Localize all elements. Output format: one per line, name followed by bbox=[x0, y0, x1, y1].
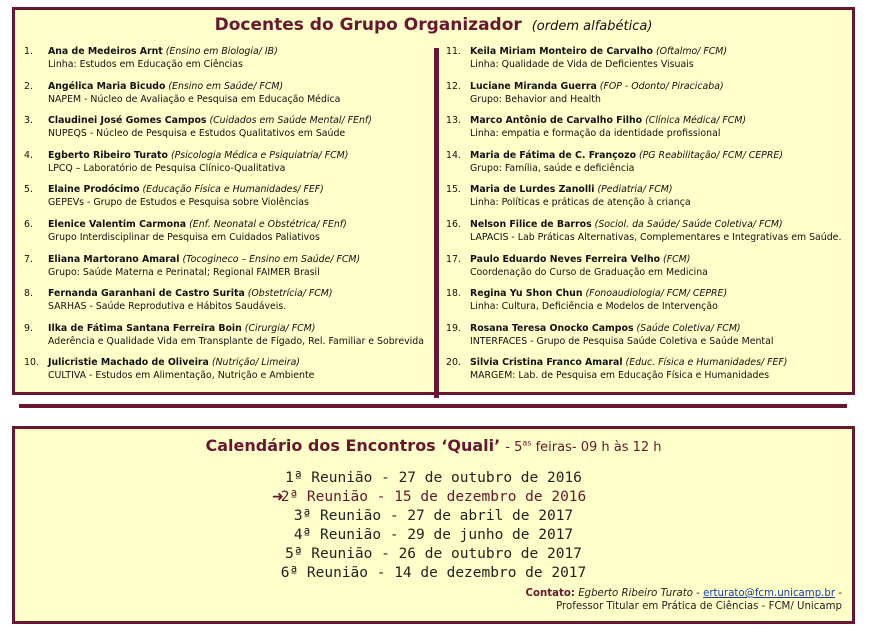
entry-name: Julicristie Machado de Oliveira bbox=[48, 357, 209, 369]
entry-group: SARHAS - Saúde Reprodutiva e Hábitos Saudáveis. bbox=[48, 301, 287, 313]
entry-number: 11. bbox=[446, 46, 461, 57]
faculty-subtitle: (ordem alfabética) bbox=[531, 19, 653, 34]
entry-name: Regina Yu Shon Chun bbox=[470, 288, 583, 300]
entry-affiliation: (Clínica Médica/ FCM) bbox=[645, 115, 747, 127]
faculty-entry bbox=[446, 45, 846, 80]
faculty-entry bbox=[24, 287, 434, 322]
faculty-entry bbox=[446, 80, 846, 115]
entry-name: Ana de Medeiros Arnt bbox=[48, 46, 163, 57]
contact-sep: - bbox=[692, 588, 704, 599]
entry-group: NAPEM - Núcleo de Avaliação e Pesquisa em Educação Médica bbox=[48, 93, 341, 105]
entry-affiliation: (Educ. Física e Humanidades/ FEF) bbox=[625, 357, 788, 369]
entry-affiliation: (FOP - Odonto/ Piracicaba) bbox=[599, 80, 724, 92]
section-divider bbox=[19, 404, 847, 408]
entry-group: CULTIVA - Estudos em Alimentação, Nutrição e Ambiente bbox=[48, 370, 315, 382]
entry-affiliation: (Saúde Coletiva/ FCM) bbox=[636, 322, 741, 334]
meeting-list bbox=[15, 469, 852, 583]
entry-number: 15. bbox=[446, 184, 461, 196]
entry-name: Elenice Valentim Carmona bbox=[48, 218, 187, 230]
entry-affiliation: (FCM) bbox=[663, 253, 691, 265]
faculty-entry bbox=[446, 287, 846, 322]
entry-name: Claudinei José Gomes Campos bbox=[48, 115, 207, 127]
column-divider bbox=[434, 48, 439, 398]
entry-affiliation: (Nutrição/ Limeira) bbox=[211, 357, 300, 369]
entry-number: 1. bbox=[24, 46, 33, 57]
entry-name: Nelson Filice de Barros bbox=[470, 218, 592, 230]
contact-email-link[interactable]: erturato@fcm.unicamp.br bbox=[703, 588, 836, 599]
entry-group: Grupo: Behavior and Health bbox=[470, 93, 601, 105]
entry-number: 14. bbox=[446, 149, 461, 161]
calendar-panel bbox=[12, 426, 855, 624]
entry-name: Luciane Miranda Guerra bbox=[470, 80, 597, 92]
entry-number: 5. bbox=[24, 184, 33, 196]
entry-name: Fernanda Garanhani de Castro Surita bbox=[48, 288, 245, 300]
entry-number: 8. bbox=[24, 288, 33, 300]
entry-group: Linha: Cultura, Deficiência e Modelos de Intervenção bbox=[470, 301, 718, 313]
entry-affiliation: (Educação Física e Humanidades/ FEF) bbox=[142, 184, 324, 196]
entry-number: 16. bbox=[446, 218, 461, 230]
entry-group: Grupo: Família, saúde e deficiência bbox=[470, 162, 635, 174]
entry-name: Marco Antônio de Carvalho Filho bbox=[470, 115, 643, 127]
entry-affiliation: (Sociol. da Saúde/ Saúde Coletiva/ FCM) bbox=[594, 218, 783, 230]
entry-affiliation: (Oftalmo/ FCM) bbox=[655, 46, 728, 57]
faculty-entry bbox=[24, 80, 434, 115]
faculty-entry bbox=[446, 149, 846, 184]
entry-group: INTERFACES - Grupo de Pesquisa Saúde Coletiva e Saúde Mental bbox=[470, 335, 774, 347]
faculty-column-left bbox=[24, 45, 434, 391]
faculty-entry bbox=[24, 114, 434, 149]
faculty-title-text: Docentes do Grupo Organizador bbox=[214, 15, 522, 35]
entry-affiliation: (Psicologia Médica e Psiquiatria/ FCM) bbox=[170, 149, 349, 161]
entry-name: Ilka de Fátima Santana Ferreira Boin bbox=[48, 322, 242, 334]
entry-number: 12. bbox=[446, 80, 461, 92]
meeting-text: 4ª Reunião - 29 de junho de 2017 bbox=[293, 527, 574, 543]
schedule-sup: as bbox=[522, 438, 532, 448]
entry-name: Silvia Cristina Franco Amaral bbox=[470, 357, 623, 369]
entry-group: NUPEQS - Núcleo de Pesquisa e Estudos Qualitativos em Saúde bbox=[48, 128, 346, 140]
entry-group: Grupo Interdisciplinar de Pesquisa em Cuidados Paliativos bbox=[48, 231, 320, 243]
entry-number: 19. bbox=[446, 322, 461, 334]
entry-number: 10. bbox=[24, 357, 39, 369]
faculty-entry bbox=[446, 114, 846, 149]
entry-name: Elaine Prodócimo bbox=[48, 184, 140, 196]
faculty-entry bbox=[24, 253, 434, 288]
entry-affiliation: (Fonoaudiologia/ FCM/ CEPRE) bbox=[585, 288, 728, 300]
arrow-right-icon: ➜ bbox=[272, 489, 284, 505]
entry-name: Maria de Fátima de C. Françozo bbox=[470, 149, 637, 161]
entry-affiliation: (Tocogineco – Ensino em Saúde/ FCM) bbox=[182, 253, 361, 265]
faculty-entry bbox=[446, 322, 846, 357]
meeting-text: 2ª Reunião - 15 de dezembro de 2016 bbox=[280, 489, 587, 505]
meeting-text: 3ª Reunião - 27 de abril de 2017 bbox=[293, 508, 574, 524]
meeting-text: 1ª Reunião - 27 de outubro de 2016 bbox=[285, 470, 582, 486]
entry-number: 6. bbox=[24, 218, 33, 230]
entry-group: Coordenação do Curso de Graduação em Medicina bbox=[470, 266, 708, 278]
faculty-entry bbox=[24, 322, 434, 357]
entry-group: LPCQ – Laboratório de Pesquisa Clínico-Qualitativa bbox=[48, 162, 286, 174]
faculty-entry bbox=[446, 218, 846, 253]
entry-number: 3. bbox=[24, 115, 33, 127]
entry-name: Paulo Eduardo Neves Ferreira Velho bbox=[470, 253, 661, 265]
contact-sep: - bbox=[835, 588, 842, 599]
meeting-item bbox=[15, 545, 852, 564]
contact-label: Contato: bbox=[525, 588, 575, 599]
entry-number: 9. bbox=[24, 322, 33, 334]
schedule-suffix: feiras- 09 h às 12 h bbox=[531, 440, 662, 455]
contact-block bbox=[526, 587, 842, 613]
meeting-item bbox=[15, 526, 852, 545]
schedule-prefix: - 5 bbox=[505, 440, 523, 455]
entry-number: 2. bbox=[24, 80, 33, 92]
entry-group: Linha: Estudos em Educação em Ciências bbox=[48, 59, 243, 70]
entry-name: Maria de Lurdes Zanolli bbox=[470, 184, 595, 196]
entry-affiliation: (Obstetrícia/ FCM) bbox=[247, 288, 333, 300]
entry-group: MARGEM: Lab. de Pesquisa em Educação Física e Humanidades bbox=[470, 370, 770, 382]
entry-group: Linha: Políticas e práticas de atenção à criança bbox=[470, 197, 691, 209]
faculty-entry bbox=[24, 45, 434, 80]
faculty-entry bbox=[24, 218, 434, 253]
calendar-title-text: Calendário dos Encontros ‘Quali’ bbox=[205, 436, 501, 455]
contact-name: Egberto Ribeiro Turato bbox=[578, 588, 693, 599]
faculty-entry bbox=[446, 183, 846, 218]
entry-affiliation: (Ensino em Biologia/ IB) bbox=[165, 46, 278, 57]
entry-affiliation: (PG Reabilitação/ FCM/ CEPRE) bbox=[639, 149, 783, 161]
entry-affiliation: (Pediatria/ FCM) bbox=[597, 184, 673, 196]
entry-affiliation: (Cirurgia/ FCM) bbox=[244, 322, 316, 334]
faculty-entry bbox=[24, 356, 434, 391]
entry-affiliation: (Ensino em Saúde/ FCM) bbox=[168, 80, 284, 92]
faculty-column-right bbox=[446, 45, 846, 391]
entry-group: Aderência e Qualidade Vida em Transplante de Fígado, Rel. Familiar e Sobrevida bbox=[48, 335, 424, 347]
calendar-schedule bbox=[505, 440, 661, 455]
entry-number: 17. bbox=[446, 253, 461, 265]
entry-number: 20. bbox=[446, 357, 461, 369]
faculty-entry bbox=[24, 149, 434, 184]
calendar-title bbox=[15, 436, 852, 455]
meeting-text: 5ª Reunião - 26 de outubro de 2017 bbox=[285, 546, 582, 562]
meeting-item bbox=[15, 488, 852, 507]
meeting-item bbox=[15, 564, 852, 583]
entry-group: Linha: empatia e formação da identidade profissional bbox=[470, 128, 721, 140]
entry-group: Linha: Qualidade de Vida de Deficientes Visuais bbox=[470, 59, 694, 70]
entry-group: GEPEVs - Grupo de Estudos e Pesquisa sobre Violências bbox=[48, 197, 309, 209]
faculty-panel bbox=[12, 7, 855, 395]
meeting-item bbox=[15, 469, 852, 488]
meeting-item bbox=[15, 507, 852, 526]
contact-title-line: Professor Titular em Prática de Ciências - FCM/ Unicamp bbox=[556, 601, 842, 612]
entry-number: 18. bbox=[446, 288, 461, 300]
entry-number: 4. bbox=[24, 149, 33, 161]
meeting-text: 6ª Reunião - 14 de dezembro de 2017 bbox=[280, 565, 587, 581]
entry-name: Eliana Martorano Amaral bbox=[48, 253, 180, 265]
entry-group: LAPACIS - Lab Práticas Alternativas, Complementares e Integrativas em Saúde. bbox=[470, 231, 842, 243]
entry-name: Egberto Ribeiro Turato bbox=[48, 149, 168, 161]
entry-name: Keila Miriam Monteiro de Carvalho bbox=[470, 46, 653, 57]
faculty-title bbox=[15, 15, 852, 35]
entry-group: Grupo: Saúde Materna e Perinatal; Regional FAIMER Brasil bbox=[48, 266, 320, 278]
faculty-entry bbox=[24, 183, 434, 218]
entry-affiliation: (Enf. Neonatal e Obstétrica/ FEnf) bbox=[189, 218, 347, 230]
faculty-entry bbox=[446, 356, 846, 391]
entry-name: Rosana Teresa Onocko Campos bbox=[470, 322, 634, 334]
entry-number: 7. bbox=[24, 253, 33, 265]
entry-name: Angélica Maria Bicudo bbox=[48, 80, 166, 92]
entry-affiliation: (Cuidados em Saúde Mental/ FEnf) bbox=[209, 115, 372, 127]
faculty-entry bbox=[446, 253, 846, 288]
entry-number: 13. bbox=[446, 115, 461, 127]
